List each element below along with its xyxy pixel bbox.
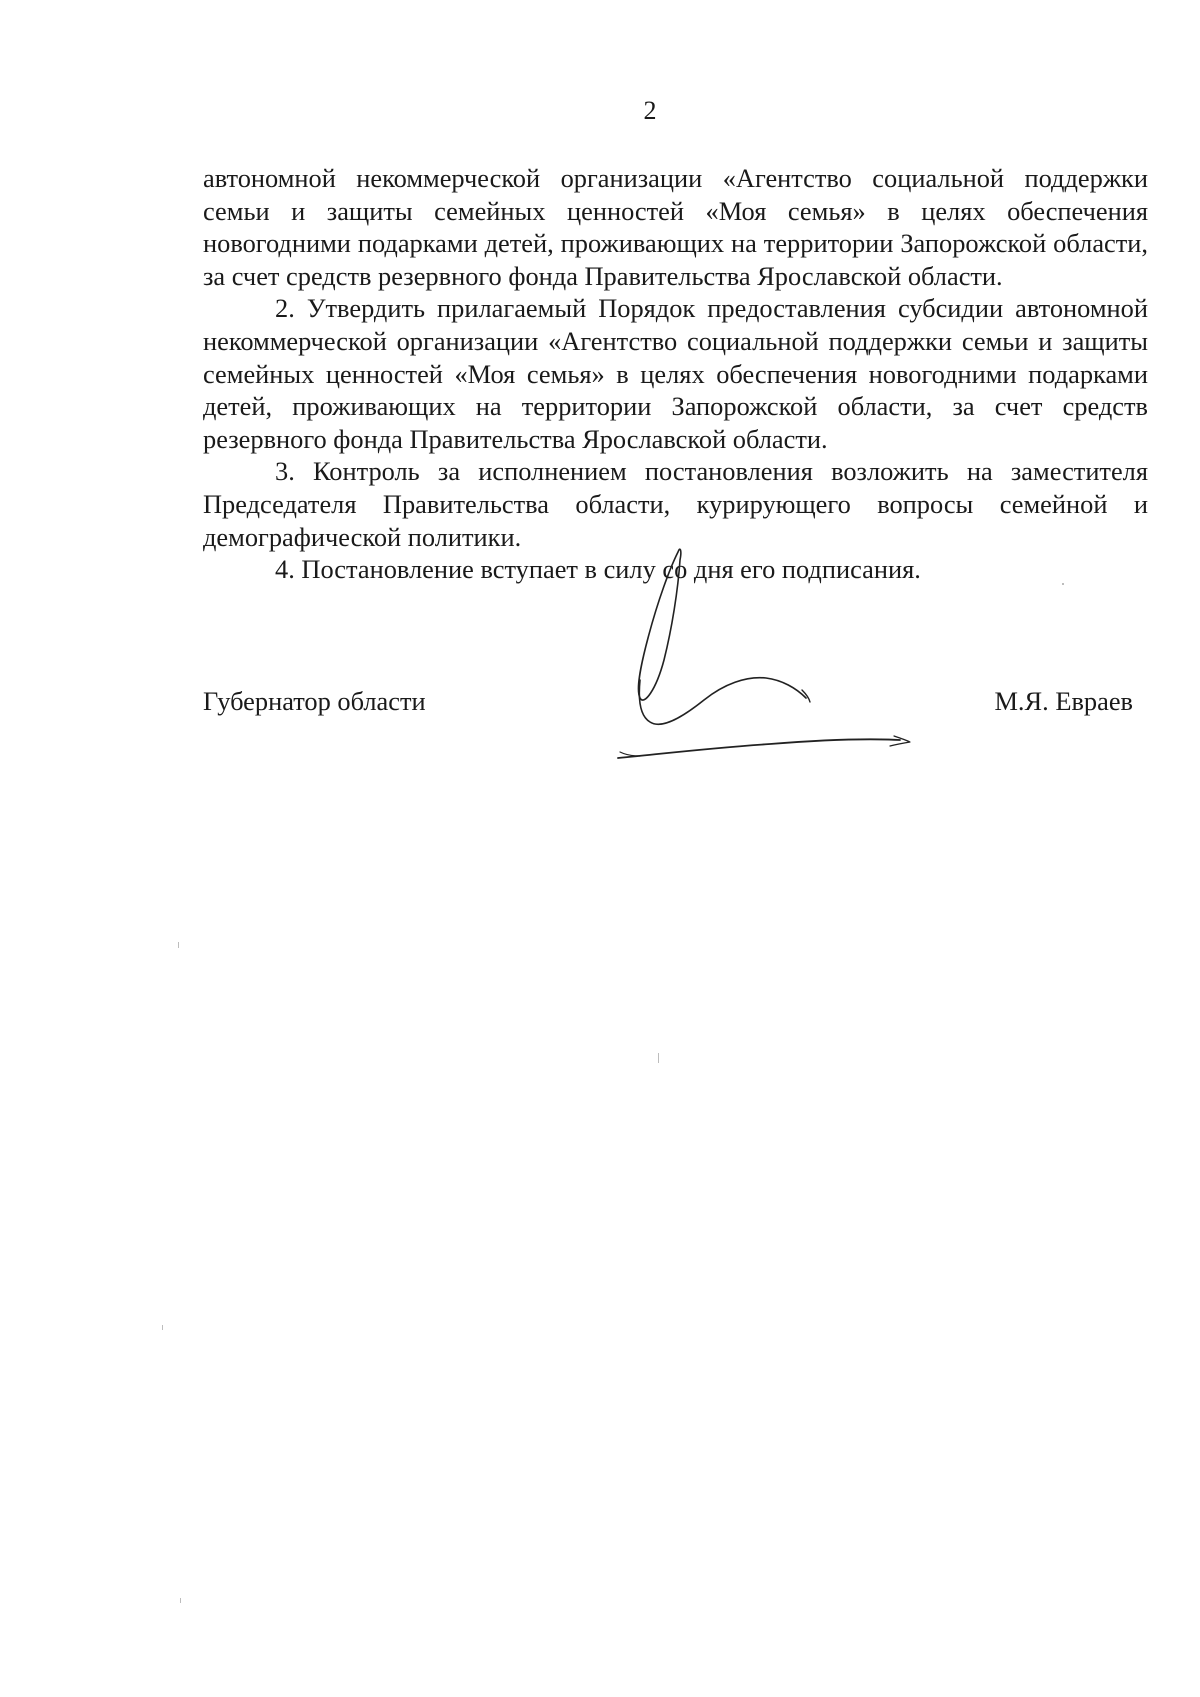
signature-stroke-loop [638, 549, 680, 700]
paragraph-4: 4. Постановление вступает в силу со дня его подписания. [275, 554, 921, 585]
signatory-name: М.Я. Евраев [994, 686, 1133, 716]
scan-speck [1062, 583, 1064, 585]
signatory-position: Губернатор области [203, 686, 426, 716]
signature-stroke-underline-tail [890, 736, 910, 746]
signature-stroke-underline [618, 739, 900, 758]
paragraph-3: 3. Контроль за исполнением постановления возложить на заместителя Председателя Правительства области, курирующего вопросы семейной и демографической политики. [203, 456, 1148, 552]
scan-speck [178, 942, 179, 948]
paragraph-1-continuation: автономной некоммерческой организации «Агентство социальной поддержки семьи и защиты семейных ценностей «Моя семья» в целях обеспечения новогодними подарками детей, проживающих на территории Запорожской области, за счет средств резервного фонда Правительства Ярославской области. [203, 163, 1148, 291]
handwritten-signature [600, 540, 940, 780]
document-body [203, 162, 1148, 586]
page-number: 2 [643, 96, 657, 125]
signature-stroke-underline-start [620, 752, 640, 756]
signature-stroke-wave [639, 678, 806, 725]
scan-speck [162, 1325, 163, 1330]
scan-speck [658, 1053, 659, 1063]
scan-speck [180, 1598, 181, 1603]
paragraph-2: 2. Утвердить прилагаемый Порядок предоставления субсидии автономной некоммерческой организации «Агентство социальной поддержки семьи и защиты семейных ценностей «Моя семья» в целях обеспечения новогодними подарками детей, проживающих на территории Запорожской области, за счет средств резервного фонда Правительства Ярославской области. [203, 293, 1148, 454]
